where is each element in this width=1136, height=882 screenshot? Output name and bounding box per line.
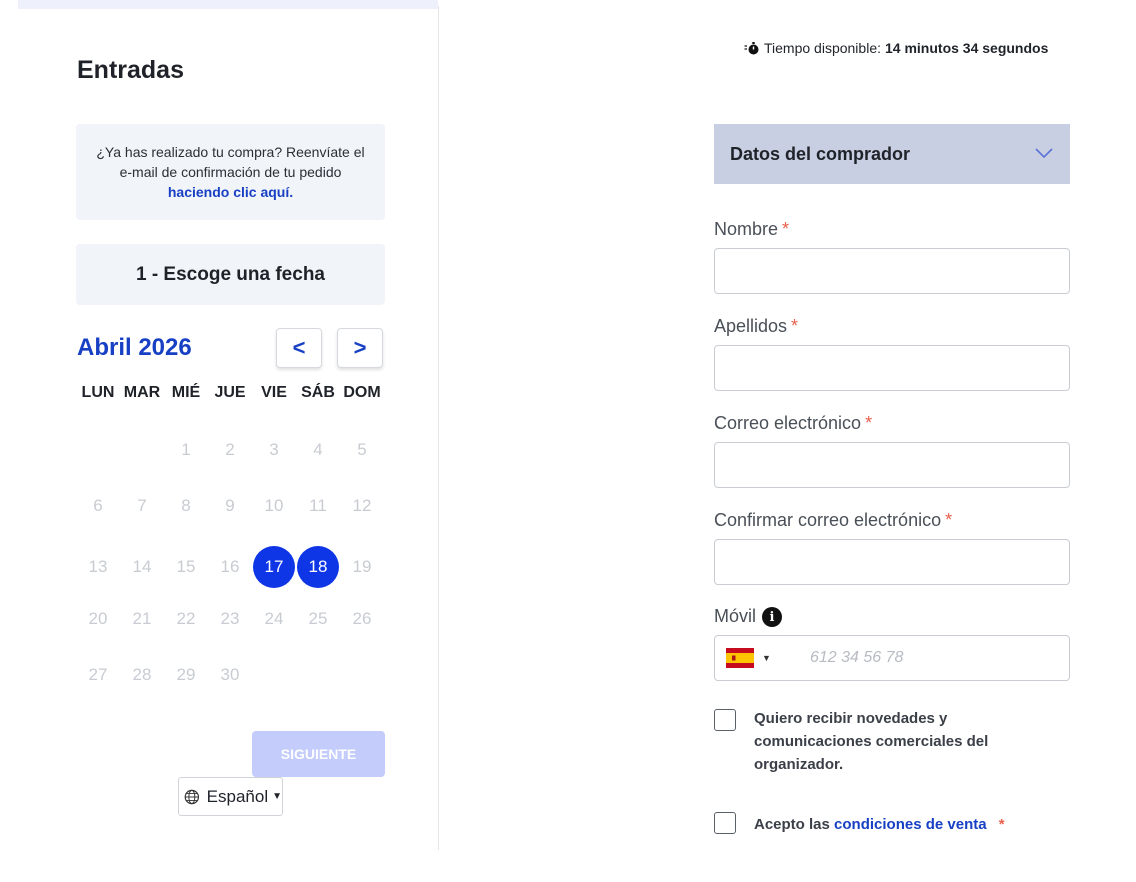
weekday-label: DOM [343,384,381,401]
mobile-input[interactable] [800,636,1069,680]
mobile-field [714,635,1070,681]
apellidos-label [714,316,798,337]
resend-text-line1: ¿Ya has realizado tu compra? Reenvíate el [96,144,365,160]
required-mark: * [782,219,790,239]
apellidos-input[interactable] [714,345,1070,391]
calendar-day: 11 [309,496,327,515]
calendar-day: 29 [176,665,196,684]
calendar-day: 28 [132,665,152,684]
language-select[interactable] [178,777,283,816]
calendar-day: 4 [313,440,323,459]
calendar-day: 2 [225,440,235,459]
timer-label: Tiempo disponible: [764,40,881,56]
required-mark: * [865,413,873,433]
calendar-day: 9 [225,496,235,515]
next-button[interactable]: SIGUIENTE [252,731,385,777]
newsletter-line3: organizador. [754,756,844,773]
calendar-day: 15 [176,557,196,576]
mobile-label [714,606,782,627]
caret-down-icon: ▼ [762,653,771,663]
country-code-select[interactable] [715,636,800,680]
weekday-label: LUN [81,384,115,401]
calendar-day: 16 [220,557,240,576]
terms-link[interactable]: condiciones de venta [834,816,987,833]
next-month-button[interactable]: > [337,328,383,368]
mobile-label-text: Móvil [714,606,757,626]
timer-value: 14 minutos 34 segundos [885,40,1049,56]
calendar-day-available[interactable]: 17 [253,546,295,588]
resend-text-line2: e-mail de confirmación de tu pedido [119,164,342,180]
nombre-label-text: Nombre [714,219,779,239]
panel-divider [438,6,439,850]
globe-icon [183,788,201,806]
page-title: Entradas [77,56,184,84]
calendar-month-label: Abril 2026 [77,334,192,361]
step-title: 1 - Escoge una fecha [76,244,385,305]
resend-info-box [76,124,385,220]
calendar-day: 23 [220,609,240,628]
newsletter-line2: comunicaciones comerciales del [754,733,989,750]
buyer-data-section-header[interactable] [714,124,1070,184]
weekday-label: MAR [123,384,161,401]
timer [744,40,1048,56]
calendar-day: 24 [264,609,284,628]
calendar-day: 10 [264,496,284,515]
required-mark: * [791,316,799,336]
weekday-label: VIE [261,384,287,401]
nombre-label [714,219,789,240]
spain-flag-icon [726,648,754,668]
calendar-weekdays [76,384,386,404]
section-title: Datos del comprador [730,143,911,164]
calendar-day: 7 [137,496,147,515]
terms-label [754,813,1005,836]
apellidos-label-text: Apellidos [714,316,788,336]
calendar-day: 6 [93,496,103,515]
calendar-day: 14 [132,557,152,576]
calendar-day: 30 [220,665,240,684]
required-mark: * [945,510,953,530]
calendar-day: 22 [176,609,196,628]
terms-checkbox[interactable] [714,812,736,834]
calendar-day: 21 [132,609,152,628]
resend-link[interactable]: haciendo clic aquí. [167,184,294,200]
email-label-text: Correo electrónico [714,413,862,433]
nombre-input[interactable] [714,248,1070,294]
calendar-day: 12 [352,496,372,515]
language-label: Español [206,786,269,806]
calendar-day: 26 [352,609,372,628]
newsletter-line1: Quiero recibir novedades y [754,710,948,727]
calendar-day-available[interactable]: 18 [297,546,339,588]
calendar-day: 27 [88,665,108,684]
calendar-day: 13 [88,557,108,576]
chevron-down-icon [1034,146,1054,160]
calendar-day: 25 [308,609,328,628]
calendar-day: 20 [88,609,108,628]
required-mark: * [998,816,1005,833]
confirm-email-label-text: Confirmar correo electrónico [714,510,942,530]
newsletter-label [754,707,988,776]
info-icon[interactable]: i [762,607,782,627]
email-input[interactable] [714,442,1070,488]
confirm-email-label [714,510,952,531]
email-label [714,413,872,434]
calendar-day: 1 [181,440,191,459]
weekday-label: MIÉ [171,384,201,401]
weekday-label: SÁB [301,384,335,401]
prev-month-button[interactable]: < [276,328,322,368]
weekday-label: JUE [214,384,246,401]
terms-prefix: Acepto las [754,816,830,833]
newsletter-checkbox[interactable] [714,709,736,731]
stopwatch-icon [744,40,760,56]
calendar-day: 8 [181,496,191,515]
calendar-day: 3 [269,440,279,459]
caret-down-icon: ▼ [272,791,282,802]
confirm-email-input[interactable] [714,539,1070,585]
top-progress-bar [18,0,438,9]
calendar-day: 5 [357,440,367,459]
calendar-day: 19 [352,557,372,576]
